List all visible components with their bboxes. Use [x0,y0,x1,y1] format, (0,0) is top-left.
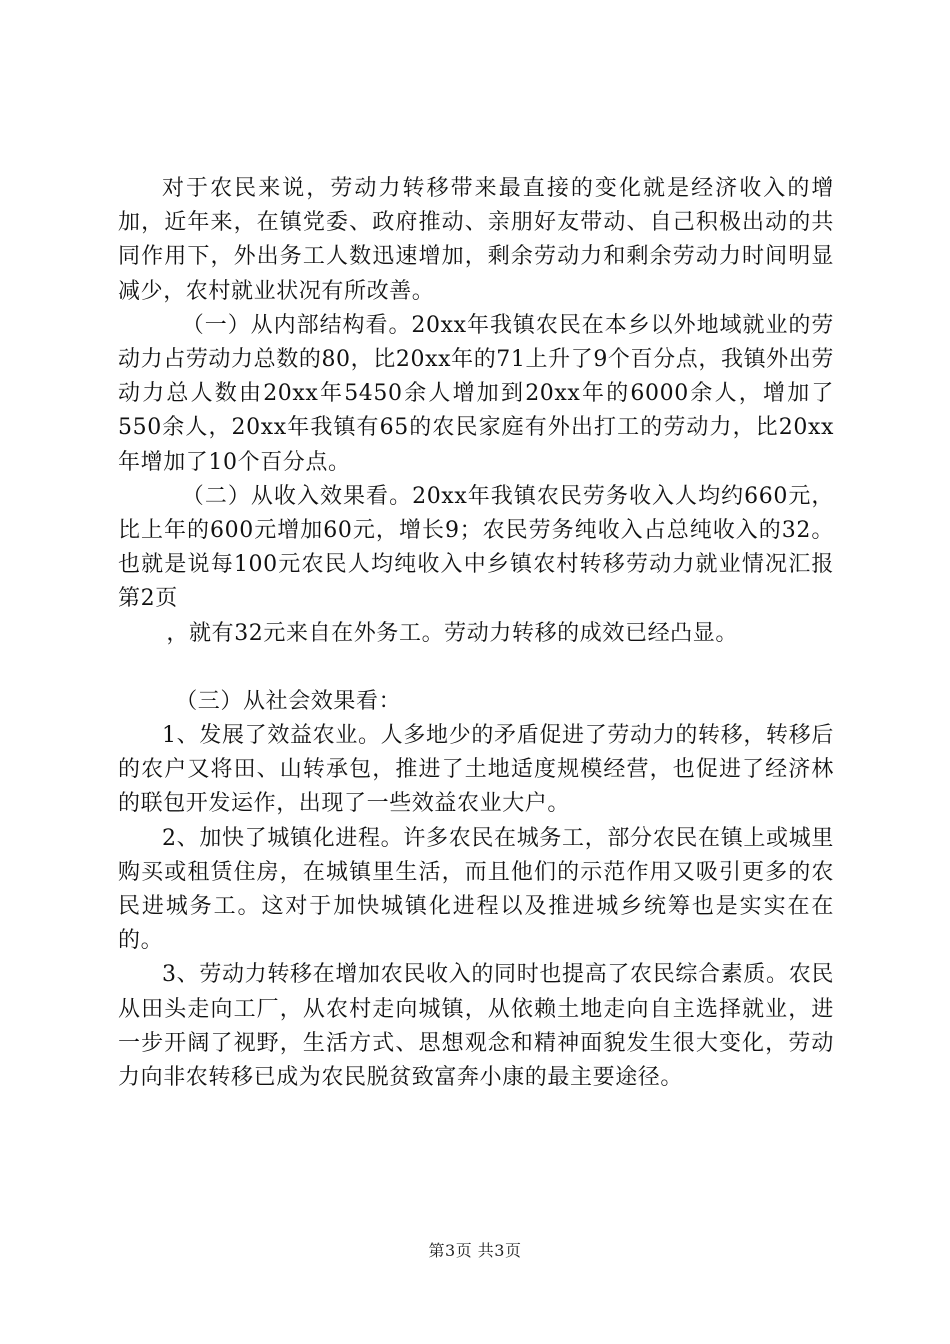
page-footer: 第3页 共3页 [428,1241,522,1260]
section-heading-social-effect: （三）从社会效果看： [175,688,402,714]
document-body [118,172,834,1095]
paragraph-income-effect: （二）从收入效果看。20xx年我镇农民劳务收入人均约660元，比上年的600元增加60元，增长9；农民劳务纯收入占总纯收入的32。也就是说每100元农民人均纯收入中乡镇农村转移劳动力就业情况汇报第2页 [118,483,834,612]
paragraph-income-overview: 对于农民来说，劳动力转移带来最直接的变化就是经济收入的增加，近年来，在镇党委、政府推动、亲朋好友带动、自己积极出动的共同作用下，外出务工人数迅速增加，剩余劳动力和剩余劳动力时间明显减少，农村就业状况有所改善。 [118,176,834,304]
paragraph-item-1: 1、发展了效益农业。人多地少的矛盾促进了劳动力的转移，转移后的农户又将田、山转承包，推进了土地适度规模经营，也促进了经济林的联包开发运作，出现了一些效益农业大户。 [118,723,834,817]
paragraph-item-2: 2、加快了城镇化进程。许多农民在城务工，部分农民在镇上或城里购买或租赁住房，在城镇里生活，而且他们的示范作用又吸引更多的农民进城务工。这对于加快城镇化进程以及推进城乡统筹也是实实在在的。 [118,825,834,954]
paragraph-item-3: 3、劳动力转移在增加农民收入的同时也提高了农民综合素质。农民从田头走向工厂，从农村走向城镇，从依赖土地走向自主选择就业，进一步开阔了视野，生活方式、思想观念和精神面貌发生很大变化，劳动力向非农转移已成为农民脱贫致富奔小康的最主要途径。 [118,962,834,1091]
paragraph-income-continuation: ，就有32元来自在外务工。劳动力转移的成效已经凸显。 [166,620,738,646]
paragraph-internal-structure: （一）从内部结构看。20xx年我镇农民在本乡以外地域就业的劳动力占劳动力总数的80，比20xx年的71上升了9个百分点，我镇外出劳动力总人数由20xx年5450余人增加到20xx年的6000余人，增加了550余人，20xx年我镇有65的农民家庭有外出打工的劳动力，比20xx年增加了10个百分点。 [118,312,834,475]
